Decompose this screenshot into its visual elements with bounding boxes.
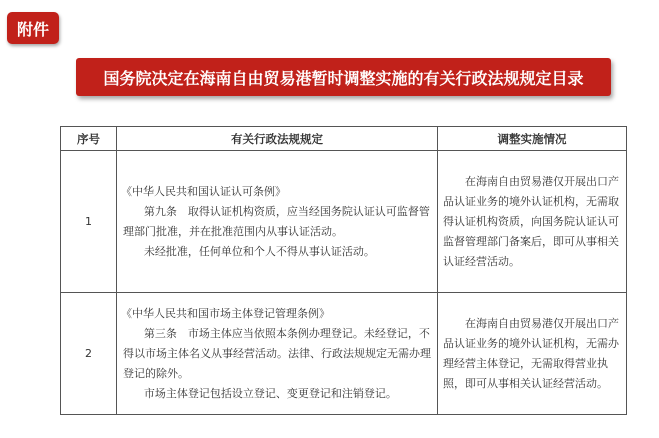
regulation-cell [117, 293, 438, 415]
adjustment-cell: 在海南自由贸易港仅开展出口产品认证业务的境外认证机构，无需取得认证机构资质，向国务院认证认可监督管理部门备案后，即可从事相关认证经营活动。 [438, 151, 627, 293]
regulation-article: 市场主体登记包括设立登记、变更登记和注销登记。 [143, 386, 397, 400]
adjustment-cell: 在海南自由贸易港仅开展出口产品认证业务的境外认证机构，无需办理经营主体登记，无需取得营业执照，即可从事相关认证经营活动。 [438, 293, 627, 415]
regulation-article: 第三条 市场主体应当依照本条例办理登记。未经登记，不得以市场主体名义从事经营活动。法律、行政法规规定无需办理登记的除外。 [123, 326, 431, 380]
column-header-number: 序号 [61, 127, 117, 151]
row-number: 2 [61, 293, 117, 415]
attachment-tag: 附件 [7, 12, 59, 44]
regulation-cell [117, 151, 438, 293]
table-header-row [61, 127, 627, 151]
regulation-title: 《中华人民共和国市场主体登记管理条例》 [121, 306, 330, 320]
column-header-adjustment: 调整实施情况 [438, 127, 627, 151]
regulation-article: 未经批准，任何单位和个人不得从事认证活动。 [143, 244, 375, 258]
column-header-regulation: 有关行政法规规定 [117, 127, 438, 151]
row-number: 1 [61, 151, 117, 293]
regulations-table [60, 126, 627, 415]
regulation-article: 第九条 取得认证机构资质，应当经国务院认证认可监督管理部门批准，并在批准范围内从事认证活动。 [123, 204, 430, 238]
page-title: 国务院决定在海南自由贸易港暂时调整实施的有关行政法规规定目录 [76, 58, 611, 96]
regulation-title: 《中华人民共和国认证认可条例》 [121, 184, 286, 198]
table-row [61, 293, 627, 415]
table-row [61, 151, 627, 293]
